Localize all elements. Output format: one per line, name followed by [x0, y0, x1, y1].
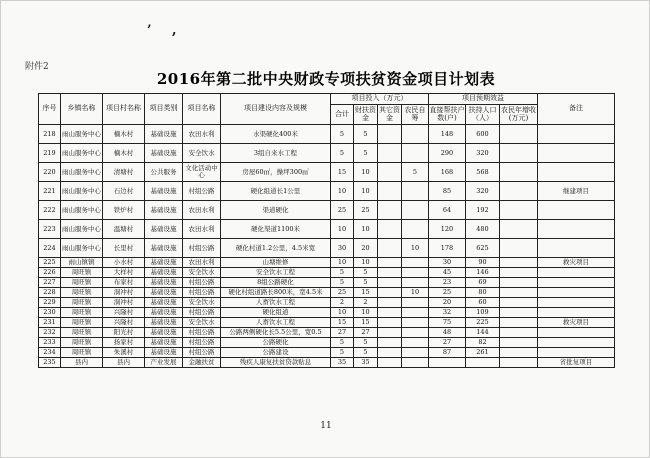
- cell-fiscal: 10: [354, 258, 378, 268]
- cell-town: 周旺镇: [61, 308, 103, 318]
- cell-content: 公路两侧硬化长5.5公里，宽0.5: [221, 328, 331, 338]
- cell-income: [500, 268, 538, 278]
- cell-self: [402, 144, 429, 163]
- cell-name: 安全饮水: [183, 144, 221, 163]
- cell-total: 5: [331, 144, 354, 163]
- cell-content: 人畜饮水工程: [221, 318, 331, 328]
- cell-category: 基础设施: [145, 328, 183, 338]
- cell-town: 周旺镇: [61, 348, 103, 358]
- header-investment: 项目投入（万元）: [331, 94, 429, 105]
- cell-other: [378, 298, 402, 308]
- cell-fiscal: 5: [354, 268, 378, 278]
- table-row: [39, 258, 615, 268]
- cell-name: 村组公路: [183, 338, 221, 348]
- cell-remark: [538, 239, 615, 258]
- cell-name: 文化活动中心: [183, 163, 221, 182]
- project-plan-table: [38, 93, 615, 368]
- cell-other: [378, 239, 402, 258]
- header-no: 序号: [39, 94, 61, 125]
- cell-households: 23: [429, 278, 466, 288]
- table-row: [39, 308, 615, 318]
- cell-village: 布家村: [103, 278, 145, 288]
- cell-category: 基础设施: [145, 278, 183, 288]
- cell-village: 清塘村: [103, 163, 145, 182]
- cell-category: 基础设施: [145, 348, 183, 358]
- cell-other: [378, 288, 402, 298]
- cell-population: 320: [466, 182, 500, 201]
- cell-no: 223: [39, 220, 61, 239]
- table-row: [39, 348, 615, 358]
- cell-no: 222: [39, 201, 61, 220]
- cell-households: 30: [429, 258, 466, 268]
- cell-fiscal: 15: [354, 318, 378, 328]
- cell-name: 安全饮水: [183, 318, 221, 328]
- cell-content: 硬化组道: [221, 308, 331, 318]
- cell-income: [500, 358, 538, 368]
- cell-name: 村组公路: [183, 328, 221, 338]
- cell-households: 120: [429, 220, 466, 239]
- table-row: [39, 328, 615, 338]
- cell-self: [402, 182, 429, 201]
- header-income: 农民年增收(万元): [500, 105, 538, 125]
- header-population: 扶持人口（人）: [466, 105, 500, 125]
- cell-content: 渠道硬化: [221, 201, 331, 220]
- cell-town: 县内: [61, 358, 103, 368]
- table-row: [39, 338, 615, 348]
- cell-remark: [538, 163, 615, 182]
- cell-fiscal: 10: [354, 220, 378, 239]
- cell-name: 村组公路: [183, 182, 221, 201]
- cell-population: 109: [466, 308, 500, 318]
- cell-name: 村组公路: [183, 348, 221, 358]
- cell-name: 安全饮水: [183, 268, 221, 278]
- cell-self: [402, 308, 429, 318]
- cell-category: 基础设施: [145, 239, 183, 258]
- cell-category: 基础设施: [145, 258, 183, 268]
- cell-content: 房屋60㎡，操坪300㎡: [221, 163, 331, 182]
- cell-self: 5: [402, 163, 429, 182]
- cell-total: 35: [331, 358, 354, 368]
- cell-fiscal: 5: [354, 348, 378, 358]
- cell-name: 农田水利: [183, 125, 221, 144]
- table-row: [39, 239, 615, 258]
- table-row: [39, 125, 615, 144]
- cell-category: 基础设施: [145, 144, 183, 163]
- cell-village: 阳光村: [103, 328, 145, 338]
- page-number: 11: [320, 421, 332, 431]
- cell-town: 周旺镇: [61, 298, 103, 308]
- cell-households: 32: [429, 308, 466, 318]
- cell-village: 石边村: [103, 182, 145, 201]
- cell-category: 基础设施: [145, 182, 183, 201]
- cell-self: [402, 125, 429, 144]
- cell-income: [500, 328, 538, 338]
- cell-remark: [538, 201, 615, 220]
- header-content: 项目建设内容及规模: [221, 94, 331, 125]
- cell-self: [402, 278, 429, 288]
- cell-name: 农田水利: [183, 201, 221, 220]
- header-benefit: 项目预期效益: [429, 94, 538, 105]
- cell-town: 雨山服务中心: [61, 182, 103, 201]
- cell-total: 15: [331, 318, 354, 328]
- cell-content: 山塘维修: [221, 258, 331, 268]
- cell-fiscal: 5: [354, 144, 378, 163]
- cell-income: [500, 338, 538, 348]
- cell-category: 基础设施: [145, 318, 183, 328]
- cell-self: [402, 268, 429, 278]
- cell-income: [500, 125, 538, 144]
- cell-total: 27: [331, 328, 354, 338]
- table-row: [39, 318, 615, 328]
- cell-no: 225: [39, 258, 61, 268]
- cell-total: 25: [331, 201, 354, 220]
- cell-population: 320: [466, 144, 500, 163]
- cell-remark: [538, 220, 615, 239]
- cell-no: 228: [39, 288, 61, 298]
- cell-town: 雨山服务中心: [61, 163, 103, 182]
- cell-content: 公路硬化: [221, 338, 331, 348]
- cell-other: [378, 308, 402, 318]
- attachment-label: 附件2: [25, 62, 49, 72]
- cell-village: 兴隆村: [103, 308, 145, 318]
- cell-no: 234: [39, 348, 61, 358]
- header-self: 农民自筹: [402, 105, 429, 125]
- cell-total: 10: [331, 258, 354, 268]
- cell-village: 兴隆村: [103, 318, 145, 328]
- cell-total: 15: [331, 163, 354, 182]
- cell-name: 村组公路: [183, 278, 221, 288]
- cell-content: 残疾人康复扶贫贷款贴息: [221, 358, 331, 368]
- cell-income: [500, 144, 538, 163]
- cell-name: 安全饮水: [183, 298, 221, 308]
- cell-category: 基础设施: [145, 298, 183, 308]
- cell-town: 雨山服务中心: [61, 144, 103, 163]
- cell-population: 60: [466, 298, 500, 308]
- cell-no: 230: [39, 308, 61, 318]
- cell-content: 硬化组道长1公里: [221, 182, 331, 201]
- cell-name: 村组公路: [183, 308, 221, 318]
- cell-self: [402, 298, 429, 308]
- cell-no: 231: [39, 318, 61, 328]
- cell-self: [402, 328, 429, 338]
- cell-self: [402, 318, 429, 328]
- cell-total: 5: [331, 278, 354, 288]
- cell-fiscal: 10: [354, 163, 378, 182]
- cell-category: 基础设施: [145, 288, 183, 298]
- header-other: 其它资金: [378, 105, 402, 125]
- cell-households: 85: [429, 182, 466, 201]
- cell-town: 周旺镇: [61, 288, 103, 298]
- cell-income: [500, 298, 538, 308]
- cell-remark: [538, 298, 615, 308]
- cell-town: 雨山镇镇: [61, 258, 103, 268]
- cell-total: 10: [331, 308, 354, 318]
- cell-village: 长里村: [103, 239, 145, 258]
- cell-total: 10: [331, 182, 354, 201]
- cell-village: 扬家村: [103, 338, 145, 348]
- cell-remark: [538, 288, 615, 298]
- table-row: [39, 201, 615, 220]
- header-village: 项目村名称: [103, 94, 145, 125]
- cell-income: [500, 258, 538, 268]
- cell-income: [500, 318, 538, 328]
- cell-population: 69: [466, 278, 500, 288]
- cell-households: 25: [429, 288, 466, 298]
- cell-remark: [538, 348, 615, 358]
- cell-village: 楠木村: [103, 125, 145, 144]
- cell-total: 5: [331, 268, 354, 278]
- header-remark: 备注: [538, 94, 615, 125]
- cell-households: 87: [429, 348, 466, 358]
- cell-no: 235: [39, 358, 61, 368]
- cell-income: [500, 308, 538, 318]
- cell-fiscal: 15: [354, 288, 378, 298]
- cell-remark: [538, 268, 615, 278]
- cell-village: 洞冲村: [103, 288, 145, 298]
- cell-remark: 省批复项目: [538, 358, 615, 368]
- cell-remark: 救灾项目: [538, 258, 615, 268]
- cell-households: 168: [429, 163, 466, 182]
- handwritten-marks: ’ ,: [147, 23, 185, 38]
- table-row: [39, 278, 615, 288]
- cell-village: 温塘村: [103, 220, 145, 239]
- cell-other: [378, 268, 402, 278]
- cell-population: 144: [466, 328, 500, 338]
- cell-income: [500, 182, 538, 201]
- table-row: [39, 144, 615, 163]
- cell-name: 村组公路: [183, 239, 221, 258]
- cell-total: 5: [331, 348, 354, 358]
- cell-population: 192: [466, 201, 500, 220]
- cell-households: 45: [429, 268, 466, 278]
- cell-population: [466, 358, 500, 368]
- cell-self: [402, 258, 429, 268]
- table-row: [39, 182, 615, 201]
- cell-remark: [538, 308, 615, 318]
- cell-village: 洞冲村: [103, 298, 145, 308]
- cell-content: 公路建设: [221, 348, 331, 358]
- cell-town: 周旺镇: [61, 318, 103, 328]
- cell-town: 周旺镇: [61, 338, 103, 348]
- cell-category: 基础设施: [145, 220, 183, 239]
- cell-remark: [538, 144, 615, 163]
- cell-other: [378, 258, 402, 268]
- cell-remark: 继建项目: [538, 182, 615, 201]
- cell-total: 2: [331, 298, 354, 308]
- cell-category: 基础设施: [145, 201, 183, 220]
- cell-households: 178: [429, 239, 466, 258]
- cell-other: [378, 318, 402, 328]
- cell-fiscal: 5: [354, 278, 378, 288]
- cell-self: [402, 220, 429, 239]
- cell-no: 227: [39, 278, 61, 288]
- cell-households: 148: [429, 125, 466, 144]
- cell-other: [378, 220, 402, 239]
- cell-other: [378, 163, 402, 182]
- cell-other: [378, 338, 402, 348]
- cell-population: 600: [466, 125, 500, 144]
- cell-content: 硬化村组道路长800米，宽4.5米: [221, 288, 331, 298]
- cell-income: [500, 278, 538, 288]
- cell-no: 226: [39, 268, 61, 278]
- cell-fiscal: 10: [354, 308, 378, 318]
- cell-population: 146: [466, 268, 500, 278]
- cell-village: 小水村: [103, 258, 145, 268]
- cell-population: 625: [466, 239, 500, 258]
- cell-self: [402, 348, 429, 358]
- cell-category: 基础设施: [145, 308, 183, 318]
- cell-other: [378, 278, 402, 288]
- cell-self: 10: [402, 239, 429, 258]
- cell-no: 229: [39, 298, 61, 308]
- cell-other: [378, 125, 402, 144]
- cell-village: 铁炉村: [103, 201, 145, 220]
- cell-town: 雨山服务中心: [61, 201, 103, 220]
- cell-households: 64: [429, 201, 466, 220]
- cell-town: 雨山服务中心: [61, 125, 103, 144]
- cell-town: 周旺镇: [61, 328, 103, 338]
- cell-population: 82: [466, 338, 500, 348]
- cell-no: 232: [39, 328, 61, 338]
- cell-income: [500, 220, 538, 239]
- cell-remark: [538, 338, 615, 348]
- cell-self: [402, 338, 429, 348]
- cell-total: 10: [331, 220, 354, 239]
- cell-village: 朱溪村: [103, 348, 145, 358]
- cell-category: 基础设施: [145, 125, 183, 144]
- cell-total: 25: [331, 288, 354, 298]
- cell-population: 225: [466, 318, 500, 328]
- cell-content: 8组公路硬化: [221, 278, 331, 288]
- cell-fiscal: 2: [354, 298, 378, 308]
- cell-no: 219: [39, 144, 61, 163]
- cell-content: 安全饮水工程: [221, 268, 331, 278]
- cell-population: 80: [466, 288, 500, 298]
- header-category: 项目类别: [145, 94, 183, 125]
- cell-village: 楠木村: [103, 144, 145, 163]
- cell-no: 221: [39, 182, 61, 201]
- cell-self: [402, 358, 429, 368]
- cell-remark: [538, 125, 615, 144]
- cell-content: 硬化渠道1100米: [221, 220, 331, 239]
- cell-category: 公共服务: [145, 163, 183, 182]
- cell-total: 5: [331, 338, 354, 348]
- cell-population: 261: [466, 348, 500, 358]
- cell-households: 290: [429, 144, 466, 163]
- cell-households: 75: [429, 318, 466, 328]
- cell-town: 周旺镇: [61, 268, 103, 278]
- table-row: [39, 163, 615, 182]
- cell-category: 基础设施: [145, 338, 183, 348]
- cell-income: [500, 239, 538, 258]
- cell-content: 硬化村道1.2公里，4.5米宽: [221, 239, 331, 258]
- cell-other: [378, 182, 402, 201]
- cell-fiscal: 20: [354, 239, 378, 258]
- table-row: [39, 298, 615, 308]
- cell-content: 水渠硬化400米: [221, 125, 331, 144]
- table-row: [39, 288, 615, 298]
- cell-no: 233: [39, 338, 61, 348]
- cell-households: 27: [429, 338, 466, 348]
- cell-name: 农田水利: [183, 258, 221, 268]
- cell-fiscal: 5: [354, 125, 378, 144]
- table-row: [39, 358, 615, 368]
- cell-name: 村组公路: [183, 288, 221, 298]
- cell-income: [500, 201, 538, 220]
- cell-households: 20: [429, 298, 466, 308]
- cell-population: 480: [466, 220, 500, 239]
- header-town: 乡镇名称: [61, 94, 103, 125]
- header-name: 项目名称: [183, 94, 221, 125]
- cell-fiscal: 10: [354, 182, 378, 201]
- cell-town: 雨山服务中心: [61, 220, 103, 239]
- cell-fiscal: 25: [354, 201, 378, 220]
- cell-fiscal: 27: [354, 328, 378, 338]
- cell-town: 雨山服务中心: [61, 239, 103, 258]
- cell-income: [500, 163, 538, 182]
- cell-other: [378, 328, 402, 338]
- cell-remark: [538, 278, 615, 288]
- cell-name: 农田水利: [183, 220, 221, 239]
- table-row: [39, 268, 615, 278]
- cell-category: 产业发展: [145, 358, 183, 368]
- cell-other: [378, 144, 402, 163]
- cell-name: 金融扶贫: [183, 358, 221, 368]
- cell-remark: 救灾项目: [538, 318, 615, 328]
- cell-fiscal: 35: [354, 358, 378, 368]
- header-total: 合计: [331, 105, 354, 125]
- table-row: [39, 220, 615, 239]
- cell-no: 220: [39, 163, 61, 182]
- cell-total: 5: [331, 125, 354, 144]
- cell-income: [500, 348, 538, 358]
- cell-content: 人畜饮水工程: [221, 298, 331, 308]
- cell-households: [429, 358, 466, 368]
- cell-town: 周旺镇: [61, 278, 103, 288]
- cell-other: [378, 348, 402, 358]
- cell-category: 基础设施: [145, 268, 183, 278]
- cell-other: [378, 201, 402, 220]
- cell-self: [402, 201, 429, 220]
- cell-content: 3组自来水工程: [221, 144, 331, 163]
- cell-village: 县内: [103, 358, 145, 368]
- document-title: 2016年第二批中央财政专项扶贫资金项目计划表: [156, 70, 496, 88]
- cell-population: 568: [466, 163, 500, 182]
- cell-households: 48: [429, 328, 466, 338]
- header-households: 直接帮扶户数(户): [429, 105, 466, 125]
- header-fiscal: 财扶资金: [354, 105, 378, 125]
- cell-no: 218: [39, 125, 61, 144]
- cell-income: [500, 288, 538, 298]
- cell-total: 30: [331, 239, 354, 258]
- cell-village: 大样村: [103, 268, 145, 278]
- cell-no: 224: [39, 239, 61, 258]
- cell-remark: [538, 328, 615, 338]
- cell-other: [378, 358, 402, 368]
- cell-population: 90: [466, 258, 500, 268]
- cell-self: 10: [402, 288, 429, 298]
- cell-fiscal: 5: [354, 338, 378, 348]
